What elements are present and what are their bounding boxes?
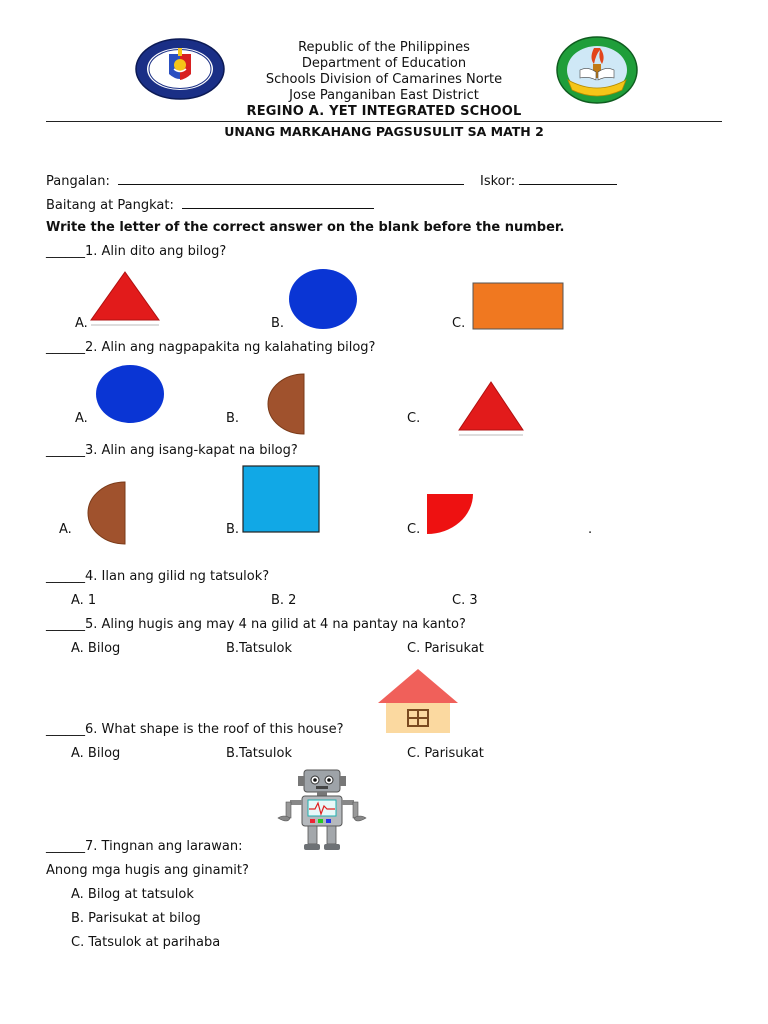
q3-option-b: B. [226,522,240,537]
instruction: Write the letter of the correct answer on the blank before the number. [46,220,565,235]
q6-option-b: B.Tatsulok [226,746,293,761]
q7-option-a: A. Bilog at tatsulok [71,887,194,902]
q2-option-c: C. [407,411,421,426]
q4-option-a: A. 1 [71,593,97,608]
question-3: ______3. Alin ang isang-kapat na bilog? [46,443,298,458]
q2-circle [95,364,165,424]
header-district: Jose Panganiban East District [289,88,479,103]
question-4: ______4. Ilan ang gilid ng tatsulok? [46,569,270,584]
q4-option-c: C. 3 [452,593,478,608]
q6-option-a: A. Bilog [71,746,121,761]
grade-blank[interactable] [182,196,374,209]
grade-label: Baitang at Pangkat: [46,198,174,213]
q7-option-b: B. Parisukat at bilog [71,911,201,926]
score-blank[interactable] [519,172,617,185]
q2-option-b: B. [226,411,240,426]
header-republic: Republic of the Philippines [298,40,470,55]
q3-option-a: A. [59,522,72,537]
q1-circle [288,268,358,330]
question-7-sub: Anong mga hugis ang ginamit? [46,863,249,878]
name-field [46,172,464,190]
q2-half-circle [266,372,306,436]
q5-option-b: B.Tatsulok [226,641,293,656]
q5-option-c: C. Parisukat [407,641,484,656]
question-1: ______1. Alin dito ang bilog? [46,244,227,259]
question-5: ______5. Aling hugis ang may 4 na gilid at 4 na pantay na kanto? [46,617,466,632]
q4-option-b: B. 2 [271,593,297,608]
header-division: Schools Division of Camarines Norte [265,72,503,87]
q5-option-a: A. Bilog [71,641,121,656]
score-label: Iskor: [480,174,516,189]
name-label: Pangalan: [46,174,110,189]
q3-half-circle [86,480,128,546]
q3-quarter-circle [426,493,474,535]
q2-triangle [457,380,525,438]
q7-option-c: C. Tatsulok at parihaba [71,935,221,950]
q1-option-b: B. [271,316,285,331]
grade-field [46,196,374,214]
name-blank[interactable] [118,172,464,185]
header-divider [46,121,722,122]
score-field [480,172,617,190]
q1-option-c: C. [452,316,466,331]
question-6: ______6. What shape is the roof of this house? [46,722,344,737]
school-name: REGINO A. YET INTEGRATED SCHOOL [246,104,522,119]
q6-option-c: C. Parisukat [407,746,484,761]
robot-illustration [270,768,374,852]
q3-square [242,465,320,533]
q1-option-a: A. [75,316,88,331]
q1-triangle [89,270,161,328]
q1-rectangle [472,282,564,330]
q3-trailing-dot: . [588,522,593,537]
header-department: Department of Education [301,56,467,71]
question-2: ______2. Alin ang nagpapakita ng kalahating bilog? [46,340,376,355]
q2-option-a: A. [75,411,88,426]
exam-title: UNANG MARKAHANG PAGSUSULIT SA MATH 2 [224,124,544,139]
q3-option-c: C. [407,522,421,537]
house-illustration [376,668,460,734]
question-7: ______7. Tingnan ang larawan: [46,839,243,854]
